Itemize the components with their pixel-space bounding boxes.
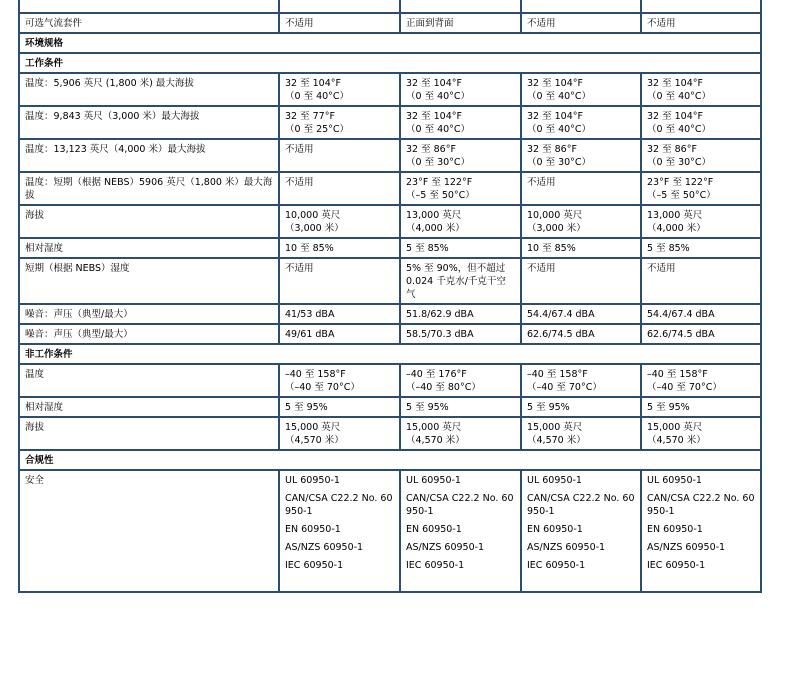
cell-line: 不适用 xyxy=(285,144,314,155)
table-row xyxy=(19,139,761,172)
cell-value xyxy=(641,364,761,397)
cell-line: （–40 至 70°C） xyxy=(285,382,360,393)
cell-line: 23°F 至 122°F xyxy=(406,177,473,188)
section-header-environment: 环境规格 xyxy=(19,33,761,53)
table-row-airflow-kit xyxy=(19,13,761,33)
cell-value xyxy=(521,238,641,258)
cell-line: 15,000 英尺 xyxy=(285,422,341,433)
cell-value xyxy=(400,304,521,324)
cell-line: 32 至 104°F xyxy=(406,111,462,122)
cell-value xyxy=(279,172,400,205)
cell-line: （4,570 米） xyxy=(647,435,706,446)
cell-line: 41/53 dBA xyxy=(285,309,335,320)
safety-standard: EN 60950-1 xyxy=(406,524,462,535)
cell-line: （0 至 30°C） xyxy=(406,157,471,168)
table-row xyxy=(19,172,761,205)
cell-line: （0 至 40°C） xyxy=(647,124,712,135)
cell-line: 13,000 英尺 xyxy=(647,210,703,221)
cell-value xyxy=(641,172,761,205)
safety-standard: EN 60950-1 xyxy=(285,524,341,535)
cell-value xyxy=(279,106,400,139)
cell-value xyxy=(279,397,400,417)
safety-standards-cell xyxy=(400,470,521,592)
cell-value xyxy=(279,364,400,397)
cell-value: 不适用 xyxy=(279,13,400,33)
row-label: 短期（根据 NEBS）湿度 xyxy=(19,258,279,304)
safety-standard: EN 60950-1 xyxy=(647,524,703,535)
section-header-compliance: 合规性 xyxy=(19,450,761,470)
cell-line: （4,570 米） xyxy=(406,435,465,446)
cell-line: 58.5/70.3 dBA xyxy=(406,329,474,340)
cell-line: （4,570 米） xyxy=(285,435,344,446)
row-label: 温度：9,843 英尺（3,000 米）最大海拔 xyxy=(19,106,279,139)
cell-value xyxy=(641,417,761,450)
cell-line: 62.6/74.5 dBA xyxy=(647,329,715,340)
cell-value xyxy=(279,324,400,344)
cell-line: （0 至 25°C） xyxy=(285,124,350,135)
cell-line: 23°F 至 122°F xyxy=(647,177,714,188)
cell-line: （–40 至 80°C） xyxy=(406,382,481,393)
row-label: 可选气流套件 xyxy=(19,13,279,33)
safety-standard: AS/NZS 60950-1 xyxy=(285,542,364,553)
cell-value xyxy=(641,205,761,238)
cell-value xyxy=(641,238,761,258)
row-label: 温度 xyxy=(19,364,279,397)
section-header-operating: 工作条件 xyxy=(19,53,761,73)
safety-standard: IEC 60950-1 xyxy=(527,560,586,571)
environmental-spec-table xyxy=(18,0,762,593)
cell-value xyxy=(279,258,400,304)
cell-line: 13,000 英尺 xyxy=(406,210,462,221)
section-header-row xyxy=(19,344,761,364)
cell-line: （–40 至 70°C） xyxy=(647,382,722,393)
cell-line: 5 至 85% xyxy=(406,243,449,254)
safety-standard: AS/NZS 60950-1 xyxy=(406,542,485,553)
cell-line: 不适用 xyxy=(527,177,556,188)
cell-line: 5 至 85% xyxy=(647,243,690,254)
cell-line: （0 至 40°C） xyxy=(527,91,592,102)
cell-value xyxy=(279,238,400,258)
table-row-safety xyxy=(19,470,761,592)
cell-line: 32 至 104°F xyxy=(406,78,462,89)
cell-line: 49/61 dBA xyxy=(285,329,335,340)
cell-value xyxy=(641,106,761,139)
cell-value xyxy=(400,172,521,205)
cell-line: 54.4/67.4 dBA xyxy=(647,309,715,320)
safety-standard: CAN/CSA C22.2 No. 60950-1 xyxy=(285,493,393,517)
safety-standards-cell xyxy=(279,470,400,592)
cell-line: 不适用 xyxy=(527,263,556,274)
row-label: 温度：13,123 英尺（4,000 米）最大海拔 xyxy=(19,139,279,172)
cell-line: （0 至 40°C） xyxy=(647,91,712,102)
cell-line: 15,000 英尺 xyxy=(647,422,703,433)
safety-standards-cell xyxy=(521,470,641,592)
safety-standards-cell xyxy=(641,470,761,592)
cell-value xyxy=(400,205,521,238)
row-label: 相对湿度 xyxy=(19,238,279,258)
cell-line: 32 至 104°F xyxy=(527,111,583,122)
safety-standard: IEC 60950-1 xyxy=(406,560,465,571)
table-row xyxy=(19,324,761,344)
cell-line: （0 至 30°C） xyxy=(647,157,712,168)
operating-conditions-body xyxy=(19,73,761,344)
safety-standard: UL 60950-1 xyxy=(285,475,340,486)
cell-line: 5 至 95% xyxy=(527,402,570,413)
cell-value xyxy=(279,205,400,238)
cell-line: –40 至 158°F xyxy=(285,369,346,380)
cell-value xyxy=(641,258,761,304)
cell-line: –40 至 158°F xyxy=(527,369,588,380)
cell-value xyxy=(641,397,761,417)
cell-line: （0 至 40°C） xyxy=(285,91,350,102)
table-row xyxy=(19,73,761,106)
cell-line: 5% 至 90%，但不超过 0.024 千克水/千克干空气 xyxy=(406,263,506,300)
table-row xyxy=(19,364,761,397)
cell-value xyxy=(521,324,641,344)
cell-line: 32 至 104°F xyxy=(647,111,703,122)
safety-standard: UL 60950-1 xyxy=(647,475,702,486)
cell-value xyxy=(400,397,521,417)
table-row xyxy=(19,238,761,258)
row-label: 温度：5,906 英尺 (1,800 米) 最大海拔 xyxy=(19,73,279,106)
cell-value xyxy=(641,304,761,324)
cell-value xyxy=(400,238,521,258)
cell-line: （3,000 米） xyxy=(527,223,586,234)
safety-standard: IEC 60950-1 xyxy=(285,560,344,571)
table-row xyxy=(19,205,761,238)
cell-line: （3,000 米） xyxy=(285,223,344,234)
cell-line: （0 至 30°C） xyxy=(527,157,592,168)
cell-value xyxy=(521,205,641,238)
cell-value xyxy=(400,139,521,172)
cell-line: （0 至 40°C） xyxy=(527,124,592,135)
table-row xyxy=(19,397,761,417)
row-label: 海拔 xyxy=(19,417,279,450)
row-label: 相对湿度 xyxy=(19,397,279,417)
cell-value xyxy=(641,324,761,344)
cell-value xyxy=(400,106,521,139)
row-label: 海拔 xyxy=(19,205,279,238)
cell-value xyxy=(400,73,521,106)
cell-line: 10 至 85% xyxy=(527,243,576,254)
cell-line: 10 至 85% xyxy=(285,243,334,254)
cell-line: 32 至 104°F xyxy=(647,78,703,89)
cell-line: （–5 至 50°C） xyxy=(647,190,716,201)
cell-value xyxy=(279,73,400,106)
cell-line: 32 至 104°F xyxy=(285,78,341,89)
cell-value xyxy=(521,258,641,304)
table-row xyxy=(19,106,761,139)
cell-value xyxy=(400,324,521,344)
cell-line: 32 至 104°F xyxy=(527,78,583,89)
cell-value: 正面到背面 xyxy=(400,13,521,33)
cell-value xyxy=(521,139,641,172)
cell-value xyxy=(521,397,641,417)
safety-standard: UL 60950-1 xyxy=(527,475,582,486)
cell-line: 15,000 英尺 xyxy=(527,422,583,433)
table-row xyxy=(19,417,761,450)
cell-line: 32 至 77°F xyxy=(285,111,335,122)
safety-standard: UL 60950-1 xyxy=(406,475,461,486)
cell-line: （4,000 米） xyxy=(406,223,465,234)
cell-value xyxy=(279,139,400,172)
row-label: 噪音：声压（典型/最大） xyxy=(19,304,279,324)
safety-standard: CAN/CSA C22.2 No. 60950-1 xyxy=(647,493,755,517)
cell-line: 32 至 86°F xyxy=(647,144,697,155)
safety-standard: AS/NZS 60950-1 xyxy=(527,542,606,553)
cell-line: 不适用 xyxy=(647,263,676,274)
safety-standard: AS/NZS 60950-1 xyxy=(647,542,726,553)
cell-line: （–5 至 50°C） xyxy=(406,190,475,201)
cell-line: （4,570 米） xyxy=(527,435,586,446)
cell-value xyxy=(400,258,521,304)
cell-value xyxy=(521,106,641,139)
cell-value xyxy=(641,139,761,172)
cell-line: （0 至 40°C） xyxy=(406,91,471,102)
nonoperating-conditions-body xyxy=(19,364,761,450)
row-label: 温度：短期（根据 NEBS）5906 英尺（1,800 米）最大海拔 xyxy=(19,172,279,205)
cell-line: 不适用 xyxy=(285,263,314,274)
cell-line: 15,000 英尺 xyxy=(406,422,462,433)
cell-value xyxy=(521,417,641,450)
row-label: 噪音：声压（典型/最大） xyxy=(19,324,279,344)
cell-line: （–40 至 70°C） xyxy=(527,382,602,393)
cell-line: 32 至 86°F xyxy=(406,144,456,155)
cell-line: 51.8/62.9 dBA xyxy=(406,309,474,320)
cell-value xyxy=(521,172,641,205)
cell-line: –40 至 158°F xyxy=(647,369,708,380)
cell-line: （4,000 米） xyxy=(647,223,706,234)
table-row xyxy=(19,258,761,304)
section-header-row xyxy=(19,33,761,53)
safety-standard: CAN/CSA C22.2 No. 60950-1 xyxy=(527,493,635,517)
cell-line: –40 至 176°F xyxy=(406,369,467,380)
cell-value: 不适用 xyxy=(641,13,761,33)
table-row xyxy=(19,304,761,324)
cell-line: 10,000 英尺 xyxy=(285,210,341,221)
section-header-row xyxy=(19,450,761,470)
cell-value xyxy=(641,73,761,106)
cell-value xyxy=(400,417,521,450)
cell-line: 10,000 英尺 xyxy=(527,210,583,221)
row-label: 安全 xyxy=(19,470,279,592)
cell-line: 54.4/67.4 dBA xyxy=(527,309,595,320)
safety-standard: IEC 60950-1 xyxy=(647,560,706,571)
cell-value xyxy=(279,304,400,324)
cell-line: 62.6/74.5 dBA xyxy=(527,329,595,340)
cell-value xyxy=(400,364,521,397)
cell-value xyxy=(521,304,641,324)
cell-value xyxy=(521,364,641,397)
table-row-top-cut xyxy=(19,0,761,13)
cell-line: 5 至 95% xyxy=(285,402,328,413)
safety-standard: CAN/CSA C22.2 No. 60950-1 xyxy=(406,493,514,517)
cell-line: 不适用 xyxy=(285,177,314,188)
cell-line: 5 至 95% xyxy=(647,402,690,413)
cell-line: 32 至 86°F xyxy=(527,144,577,155)
cell-line: （0 至 40°C） xyxy=(406,124,471,135)
cell-value: 不适用 xyxy=(521,13,641,33)
section-header-nonoperating: 非工作条件 xyxy=(19,344,761,364)
cell-value xyxy=(279,417,400,450)
safety-standard: EN 60950-1 xyxy=(527,524,583,535)
section-header-row xyxy=(19,53,761,73)
cell-value xyxy=(521,73,641,106)
cell-line: 5 至 95% xyxy=(406,402,449,413)
